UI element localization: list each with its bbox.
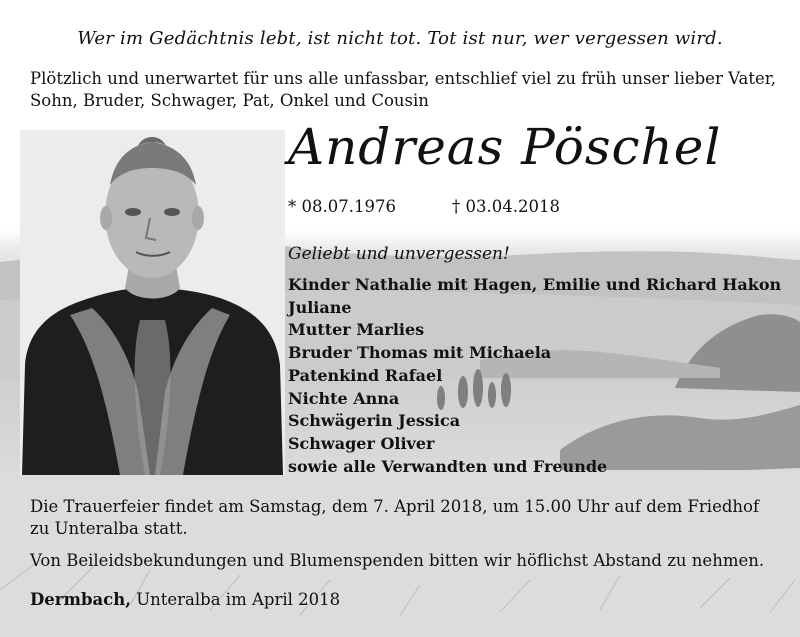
mourner-item: Mutter Marlies [288,320,425,340]
place-and-date [30,590,340,609]
death-date: † 03.04.2018 [452,197,560,216]
mourner-item: Kinder Nathalie mit Hagen, Emilie und Richard Hakon [288,275,782,294]
deceased-name: Andreas Pöschel [288,118,722,176]
mourner-item: Nichte Anna [288,388,400,408]
mourner-item: Patenkind Rafael [288,365,443,385]
mourner-item: Schwägerin Jessica [288,411,461,431]
condolence-notice: Von Beileidsbekundungen und Blumenspenden bitten wir höflichst Abstand zu nehmen. [30,551,765,570]
funeral-service-info: Die Trauerfeier findet am Samstag, dem 7. April 2018, um 15.00 Uhr auf dem Friedhof zu Unteralba statt. [30,497,760,538]
mourner-item: Bruder Thomas mit Michaela [288,343,552,363]
intro-text: Plötzlich und unerwartet für uns alle unfassbar, entschlief viel zu früh unser lieber Vater, Sohn, Bruder, Schwager, Pat, Onkel und Cousin [30,69,777,110]
mourner-item: sowie alle Verwandten und Freunde [288,456,608,476]
place-date-text: Unteralba im April 2018 [130,590,341,609]
beloved-line: Geliebt und unvergessen! [288,244,510,264]
mourner-item: Juliane [288,297,352,317]
mourner-item: Schwager Oliver [288,433,435,453]
birth-date: * 08.07.1976 [288,197,396,216]
town-name: Dermbach, [30,590,131,609]
portrait-photo [20,130,285,475]
memorial-motto: Wer im Gedächtnis lebt, ist nicht tot. Tot ist nur, wer vergessen wird. [77,28,723,49]
mourners-list [288,274,781,478]
